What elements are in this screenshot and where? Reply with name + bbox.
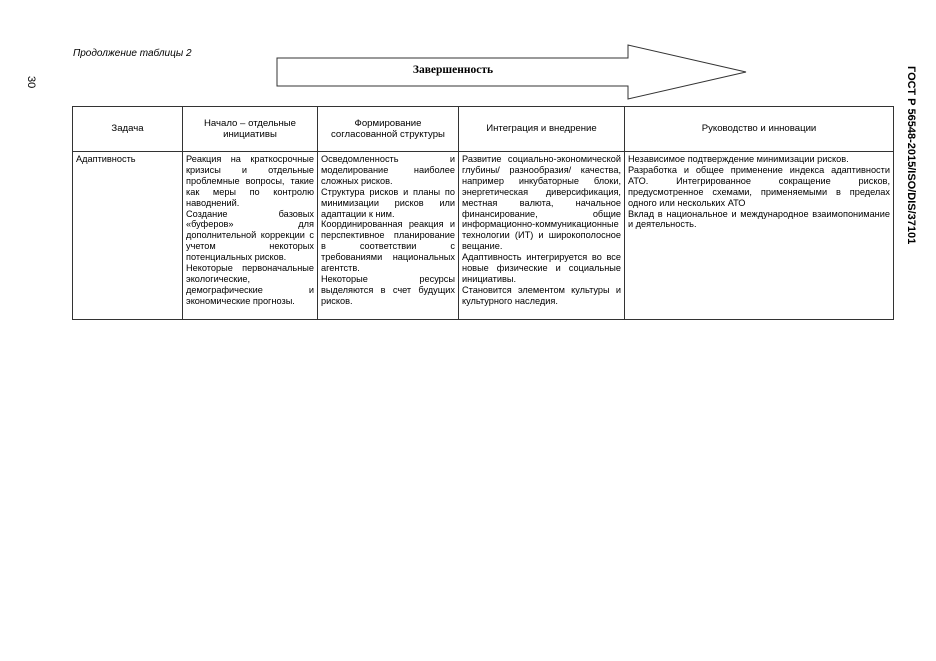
- cell-paragraph: Осведомленность и моделирование наиболее сложных рисков.: [321, 154, 455, 186]
- table-header-row: [73, 107, 894, 152]
- column-header: Интеграция и внедрение: [459, 107, 625, 152]
- maturity-table: [72, 106, 894, 320]
- cell-paragraph: Реакция на краткосрочные кризисы и отдельные проблемные вопросы, такие как меры по контролю наводнений.: [186, 154, 314, 208]
- standard-code: ГОСТ Р 56548-2015/ISO/DIS/37101: [905, 66, 917, 245]
- stage-cell-integration: [459, 152, 625, 320]
- column-header: Начало – отдельные инициативы: [183, 107, 318, 152]
- cell-paragraph: Создание базовых «буферов» для дополнительной коррекции с учетом некоторых потенциальных рисков.: [186, 208, 314, 263]
- column-header: Руководство и инновации: [625, 107, 894, 152]
- column-header: Формирование согласованной структуры: [318, 107, 459, 152]
- continuation-caption: Продолжение таблицы 2: [73, 48, 192, 59]
- task-cell: Адаптивность: [73, 152, 183, 320]
- stage-cell-structure: [318, 152, 459, 320]
- cell-paragraph: Некоторые ресурсы выделяются в счет будущих рисков.: [321, 273, 455, 306]
- cell-paragraph: Развитие социально-экономической глубины/ разнообразия/ качества, например инкубаторные блоки, энергетическая диверсификация, местная валюта, начальное финансирование, общие информационно-коммуникационные технологии (ИТ) и широкополосное вещание.: [462, 154, 621, 252]
- cell-paragraph: Становится элементом культуры и культурного наследия.: [462, 284, 621, 306]
- cell-paragraph: Некоторые первоначальные экологические, демографические и экономические прогнозы.: [186, 263, 314, 306]
- cell-paragraph: Разработка и общее применение индекса адаптивности АТО. Интегрированное сокращение рисков, предусмотренное схемами, применяемыми в пределах одного или нескольких АТО: [628, 164, 890, 208]
- cell-paragraph: Адаптивность интегрируется во все новые физические и социальные инициативы.: [462, 252, 621, 284]
- cell-paragraph: Независимое подтверждение минимизации рисков.: [628, 154, 849, 164]
- cell-paragraph: Вклад в национальное и международное взаимопонимание и деятельность.: [628, 208, 890, 230]
- column-header: Задача: [73, 107, 183, 152]
- table-row: [73, 152, 894, 320]
- stage-cell-initial: [183, 152, 318, 320]
- stage-cell-leadership: [625, 152, 894, 320]
- cell-paragraph: Структура рисков и планы по минимизации рисков или адаптации к ним.: [321, 186, 455, 219]
- arrow-label: Завершенность: [412, 64, 494, 76]
- cell-paragraph: Координированная реакция и перспективное планирование в соответствии с требованиями национальных агентств.: [321, 219, 455, 274]
- page-number: 30: [25, 76, 37, 89]
